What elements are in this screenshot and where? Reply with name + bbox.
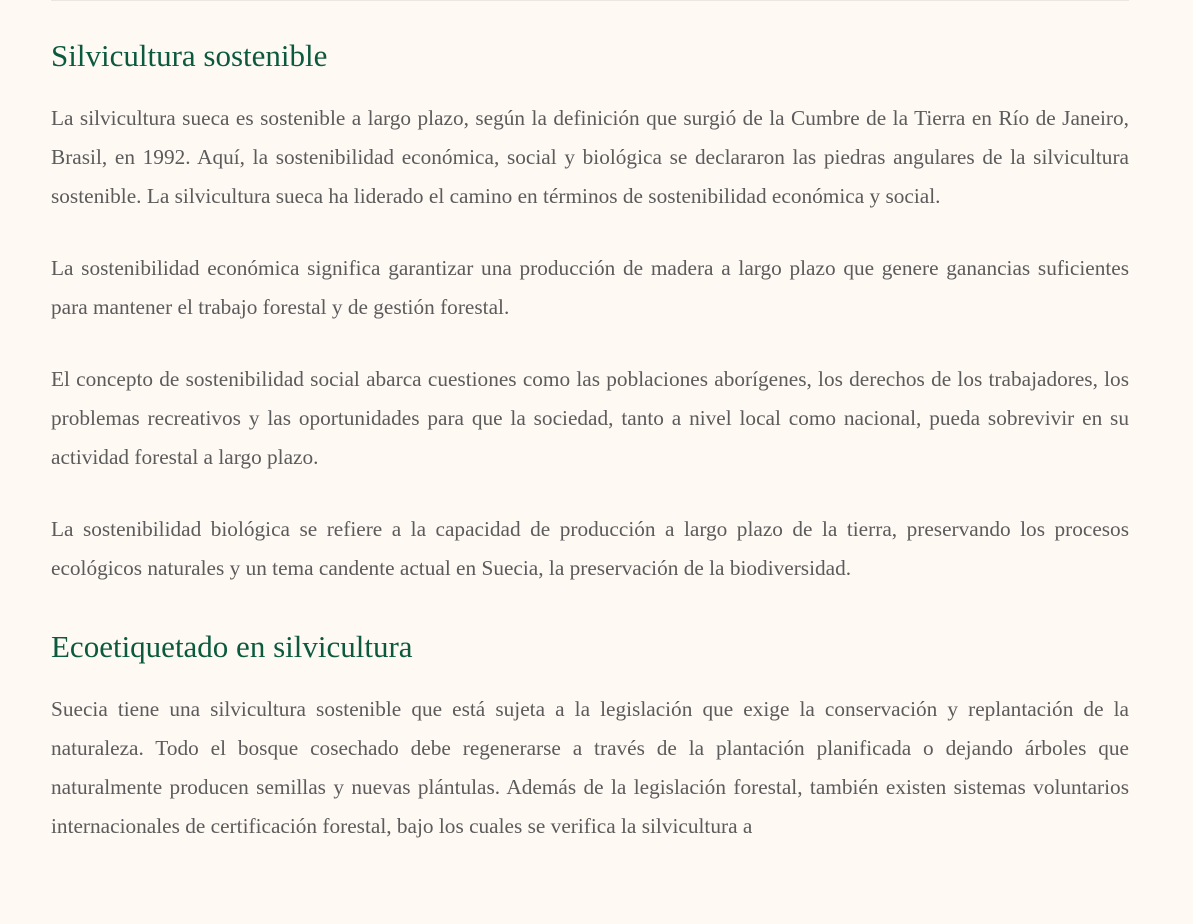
section-heading: Ecoetiquetado en silvicultura (51, 629, 413, 664)
paragraph: La sostenibilidad biológica se refiere a la capacidad de producción a largo plazo de la tierra, preservando los procesos ecológicos naturales y un tema candente actual en Suecia, la preservación de la biodiversidad. (51, 517, 1129, 580)
article-content (51, 0, 1129, 846)
section-heading: Silvicultura sostenible (51, 38, 328, 73)
paragraph: La sostenibilidad económica significa garantizar una producción de madera a largo plazo que genere ganancias suficientes para mantener el trabajo forestal y de gestión forestal. (51, 256, 1129, 319)
section-sustainable-forestry (51, 38, 1129, 588)
paragraph: Suecia tiene una silvicultura sostenible que está sujeta a la legislación que exige la conservación y replantación de la naturaleza. Todo el bosque cosechado debe regenerarse a través de la plantación planificada o dejando árboles que naturalmente producen semillas y nuevas plántulas. Además de la legislación forestal, también existen sistemas voluntarios internacionales de certificación forestal, bajo los cuales se verifica la silvicultura a (51, 697, 1129, 838)
section-ecolabeling (51, 629, 1129, 846)
paragraph: La silvicultura sueca es sostenible a largo plazo, según la definición que surgió de la Cumbre de la Tierra en Río de Janeiro, Brasil, en 1992. Aquí, la sostenibilidad económica, social y biológica se declararon las piedras angulares de la silvicultura sostenible. La silvicultura sueca ha liderado el camino en términos de sostenibilidad económica y social. (51, 106, 1129, 208)
paragraph: El concepto de sostenibilidad social abarca cuestiones como las poblaciones aborígenes, los derechos de los trabajadores, los problemas recreativos y las oportunidades para que la sociedad, tanto a nivel local como nacional, pueda sobrevivir en su actividad forestal a largo plazo. (51, 367, 1129, 469)
